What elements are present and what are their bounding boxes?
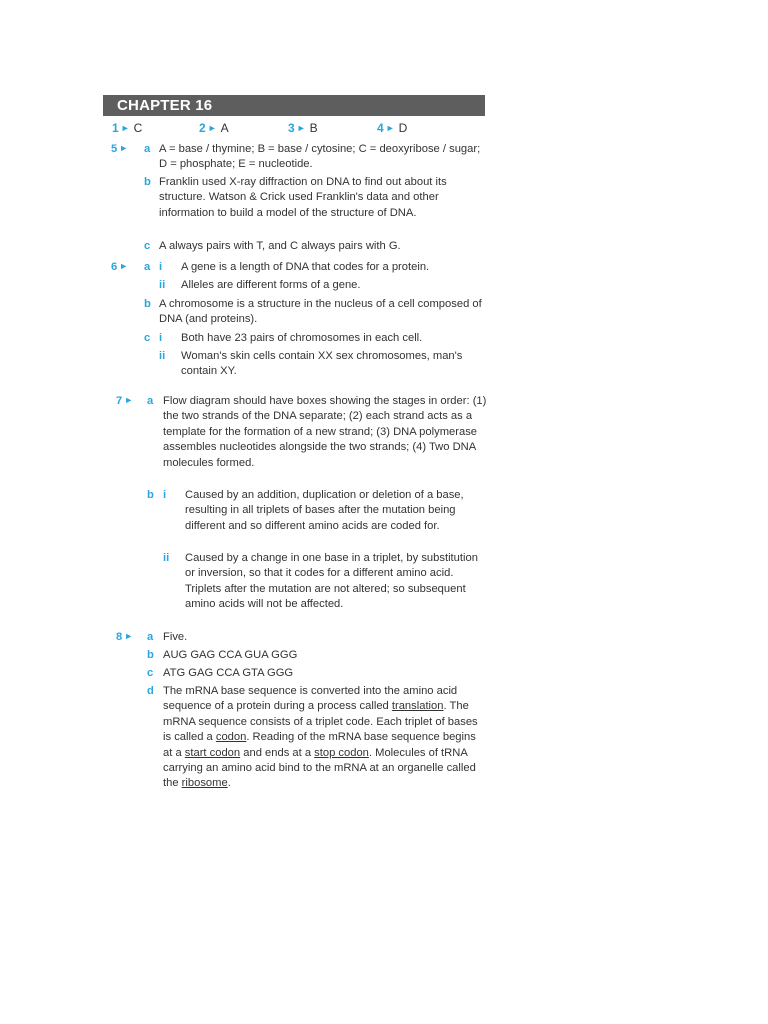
answer-8c: ATG GAG CCA GTA GGG [163,667,294,679]
keyword-translation: translation [391,700,444,713]
answer-6a-ii: Alleles are different forms of a gene. [181,279,361,291]
answer-text: . The mRNA sequence consists of a triplet code. Each triplet of bases is called a [163,700,478,744]
arrow-icon: ► [296,123,306,133]
arrow-icon: ► [120,123,130,133]
subpart-numeral: i [159,261,163,273]
answer-6b: A chromosome is a structure in the nucleus of a cell composed of DNA (and proteins). [159,298,482,326]
mc-answer-4 [377,120,407,137]
question-number-6 [111,260,132,275]
question-number: 7 [116,395,123,407]
part-letter: a [147,395,154,407]
answer-6a-i: A gene is a length of DNA that codes for a protein. [181,261,430,273]
answer-text: . Reading of the mRNA base sequence begins at a [163,731,476,759]
answer-6c-ii: Woman's skin cells contain XX sex chromosomes, man's contain XY. [181,350,463,378]
keyword-stop-codon: stop codon [314,746,369,759]
multiple-choice-row [0,120,768,136]
answer-7b-ii: Caused by a change in one base in a triplet, by substitution or inversion, so that it codes for a different amino acid. Triplets after the mutation are not altered; so subsequent amino acids will not be affected. [185,552,478,611]
answer-5a: A = base / thymine; B = base / cytosine; C = deoxyribose / sugar; D = phosphate; E = nucleotide. [159,143,481,171]
arrow-icon: ► [124,395,134,405]
part-letter: a [144,261,151,273]
part-letter: b [147,489,154,501]
part-letter: a [144,143,151,155]
subpart-numeral: ii [159,350,166,362]
chapter-heading: CHAPTER 16 [103,95,485,116]
answer-8d [163,684,488,792]
part-letter: c [147,667,154,679]
part-letter: c [144,332,151,344]
answer-6c-i: Both have 23 pairs of chromosomes in each cell. [181,332,423,344]
subpart-numeral: ii [163,552,170,564]
question-number-5 [111,142,132,157]
answer-8a: Five. [163,631,188,643]
question-number-7 [116,394,137,409]
question-number: 2 [199,121,206,135]
part-letter: a [147,631,154,643]
answer-text: . [227,777,231,790]
answer-letter: B [309,121,318,135]
part-letter: b [144,176,151,188]
part-letter: b [144,298,151,310]
part-letter: c [144,240,151,252]
question-number: 5 [111,143,118,155]
subpart-numeral: ii [159,279,166,291]
question-number: 4 [377,121,384,135]
keyword-ribosome: ribosome [181,777,228,790]
answer-text: and ends at a [240,746,315,759]
answer-7a: Flow diagram should have boxes showing the stages in order: (1) the two strands of the DNA separate; (2) each strand acts as a template for the formation of a new strand; (3) DNA polymerase assembles nucleotides alongside the two strands; (4) Two DNA molecules formed. [163,395,487,469]
question-number: 3 [288,121,295,135]
question-number-8 [116,630,137,645]
answer-text: The mRNA base sequence is converted into the amino acid sequence of a protein during a process called [163,685,458,713]
question-number: 8 [116,631,123,643]
question-number: 6 [111,261,118,273]
answer-5b: Franklin used X-ray diffraction on DNA to find out about its structure. Watson & Crick used Franklin's data and other information to build a model of the structure of DNA. [159,176,447,219]
answer-8b: AUG GAG CCA GUA GGG [163,649,298,661]
answer-letter: D [398,121,408,135]
answer-letter: A [220,121,229,135]
part-letter: d [147,685,154,697]
question-number: 1 [112,121,119,135]
mc-answer-2 [199,120,229,137]
answer-text: . Molecules of tRNA carrying an amino acid bind to the mRNA at an organelle called the [163,746,476,790]
keyword-codon: codon [215,731,247,744]
arrow-icon: ► [207,123,217,133]
answer-letter: C [133,121,143,135]
arrow-icon: ► [119,143,129,153]
answer-5c: A always pairs with T, and C always pairs with G. [159,240,401,252]
arrow-icon: ► [119,261,129,271]
part-letter: b [147,649,154,661]
answer-7b-i: Caused by an addition, duplication or deletion of a base, resulting in all triplets of bases after the mutation being different and so different amino acids are coded for. [185,489,464,532]
keyword-start-codon: start codon [184,746,241,759]
subpart-numeral: i [159,332,163,344]
subpart-numeral: i [163,489,167,501]
mc-answer-1 [112,120,142,137]
mc-answer-3 [288,120,318,137]
arrow-icon: ► [124,631,134,641]
arrow-icon: ► [385,123,395,133]
